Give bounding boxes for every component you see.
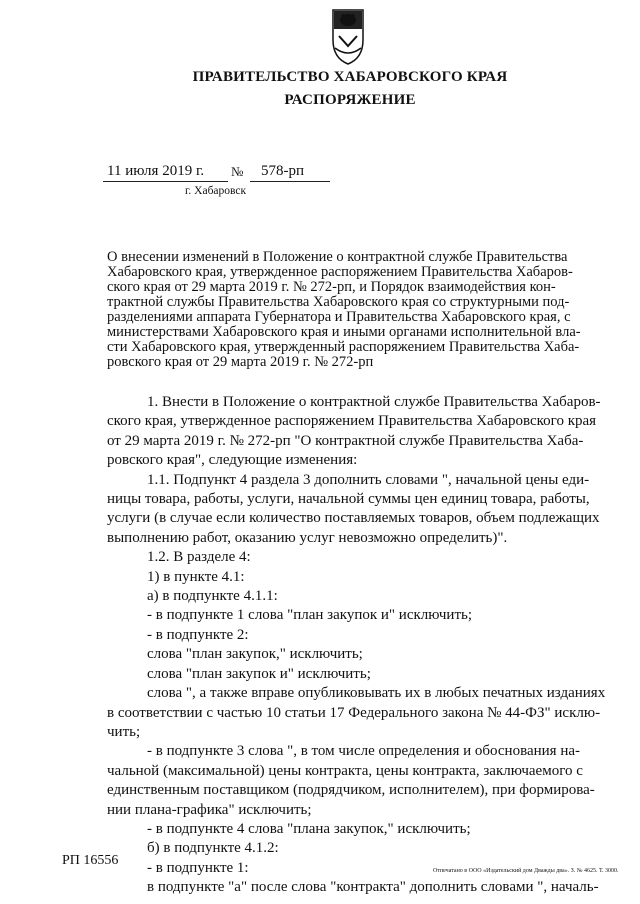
printing-note: Отпечатано в ООО «Издательский дом Дважды два». З. № 4625. Т. 3000. [433, 868, 619, 874]
coat-of-arms-icon [327, 6, 369, 66]
body-line: чальной (максимальной) цены контракта, цены контракта, заключаемого с [107, 762, 583, 779]
body-line: в соответствии с частью 10 статьи 17 Федерального закона № 44-ФЗ" исклю- [107, 704, 601, 721]
body-line: ского края, утвержденное распоряжением Правительства Хабаровского края [107, 413, 597, 430]
body-line: - в подпункте 3 слова ", в том числе определения и обоснования на- [147, 743, 581, 760]
body-line: слова "план закупок," исключить; [147, 646, 363, 663]
document-number: 578-рп [261, 163, 305, 179]
body-line: 1) в пункте 4.1: [147, 568, 245, 585]
body-line: 1. Внести в Положение о контрактной службе Правительства Хабаров- [147, 394, 601, 410]
body-line: ровского края", следующие изменения: [107, 452, 358, 469]
subject-line: ского края от 29 марта 2019 г. № 272-рп, и Порядок взаимодействия кон- [107, 279, 556, 295]
body-line: в подпункте "а" после слова "контракта" дополнить словами ", началь- [147, 879, 599, 896]
body-line: 1.1. Подпункт 4 раздела 3 дополнить словами ", начальной цены еди- [147, 471, 590, 488]
document-subject [107, 249, 581, 370]
body-line: 1.2. В разделе 4: [147, 549, 251, 566]
body-line: нии плана-графика" исключить; [107, 801, 312, 818]
body-line: выполнению работ, оказанию услуг невозможно определить)". [107, 529, 508, 546]
subject-line: министерствами Хабаровского края и иными органами исполнительной вла- [107, 324, 581, 340]
body-line: слова "план закупок и" исключить; [147, 665, 371, 682]
subject-line: трактной службы Правительства Хабаровского края со структурными под- [107, 294, 570, 310]
organization-title: ПРАВИТЕЛЬСТВО ХАБАРОВСКОГО КРАЯ [192, 69, 508, 85]
body-line: - в подпункте 4 слова "плана закупок," исключить; [147, 820, 471, 837]
body-line: - в подпункте 2: [147, 626, 249, 643]
body-line: б) в подпункте 4.1.2: [147, 840, 279, 857]
subject-line: Хабаровского края, утвержденное распоряжением Правительства Хабаров- [107, 264, 573, 280]
subject-line: О внесении изменений в Положение о контрактной службе Правительства [107, 249, 568, 265]
body-line: а) в подпункте 4.1.1: [147, 588, 278, 605]
document-city: г. Хабаровск [185, 185, 247, 197]
body-line: услуги (в случае если количество поставляемых товаров, объем подлежащих [107, 510, 600, 527]
body-line: - в подпункте 1 слова "план закупок и" исключить; [147, 607, 473, 624]
date-underline [103, 181, 228, 182]
body-line: единственным поставщиком (подрядчиком, исполнителем), при формирова- [107, 782, 595, 799]
body-line: слова ", а также вправе опубликовывать их в любых печатных изданиях [147, 685, 606, 702]
body-line: ницы товара, работы, услуги, начальной суммы цен единиц товара, работы, [107, 491, 590, 508]
body-line: - в подпункте 1: [147, 859, 249, 876]
body-line: чить; [107, 723, 141, 740]
body-line: от 29 марта 2019 г. № 272-рп "О контрактной службе Правительства Хаба- [107, 432, 584, 449]
document-body [107, 393, 612, 898]
document-date: 11 июля 2019 г. [107, 163, 205, 179]
subject-line: сти Хабаровского края, утвержденный распоряжением Правительства Хаба- [107, 339, 580, 355]
number-underline [250, 181, 330, 182]
document-code: РП 16556 [62, 853, 119, 868]
subject-line: разделениями аппарата Губернатора и Правительства Хабаровского края, с [107, 309, 571, 325]
number-sign: № [231, 164, 244, 179]
document-type-title: РАСПОРЯЖЕНИЕ [284, 92, 416, 108]
subject-line: ровского края от 29 марта 2019 г. № 272-рп [107, 354, 374, 370]
